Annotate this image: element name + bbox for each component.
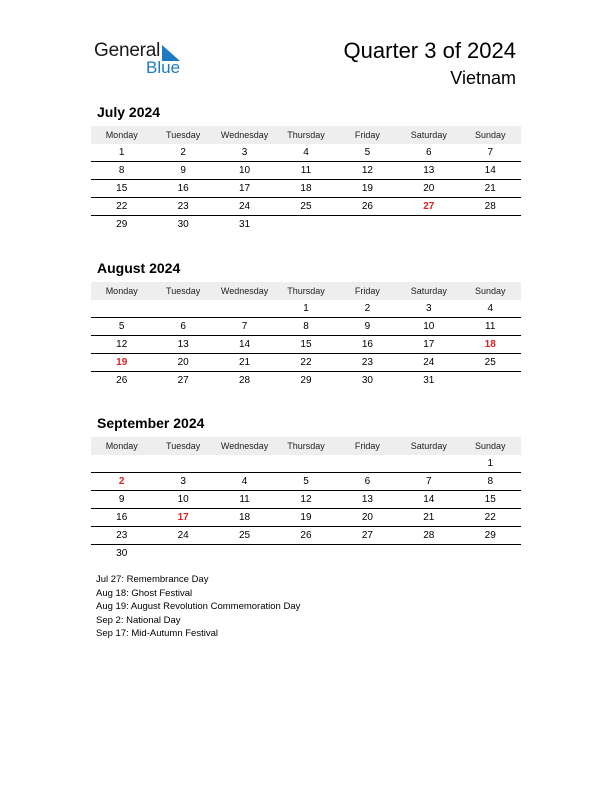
day-cell: 2 [118,476,125,487]
weekday-label: Saturday [410,441,447,451]
day-cell: 2 [364,303,371,314]
weekday-header [91,282,521,300]
day-cell: 6 [180,321,186,332]
day-cell: 9 [364,321,371,332]
day-cell: 15 [484,494,496,505]
day-cell: 1 [118,147,125,158]
day-cell [398,455,459,472]
day-cell: 22 [116,201,128,212]
day-cell: 3 [241,147,248,158]
month-august [91,260,521,389]
country-name: Vietnam [450,68,516,88]
week-row [91,336,521,354]
day-cell: 14 [423,494,435,505]
day-cell [275,545,336,562]
day-cell [275,216,336,233]
month-title: September 2024 [97,415,205,431]
day-cell: 31 [238,219,251,230]
month-grid [91,455,521,562]
day-cell [214,455,275,472]
holiday-note: Jul 27: Remembrance Day [96,574,209,585]
week-row [91,144,521,162]
month-september [91,415,521,562]
holiday-note: Sep 2: National Day [96,614,181,626]
day-cell: 21 [238,357,251,368]
day-cell: 3 [180,476,186,487]
weekday-label: Sunday [474,130,506,140]
day-cell: 17 [423,339,435,350]
month-title: July 2024 [97,104,161,120]
weekday-label: Tuesday [166,441,201,451]
day-cell [460,545,521,562]
brand-general-text: General [94,40,161,61]
day-cell: 17 [238,183,251,194]
week-row [91,318,521,336]
weekday-label: Sunday [474,286,506,296]
day-cell: 6 [364,476,371,487]
month-grid [91,300,521,389]
day-cell [91,300,152,317]
day-cell [337,545,398,562]
day-cell: 1 [303,303,309,314]
day-cell [152,300,213,317]
day-cell: 10 [238,165,251,176]
week-row [91,300,521,318]
day-cell [214,300,275,317]
day-cell: 31 [423,375,435,386]
day-cell: 23 [177,201,189,212]
week-row [91,162,521,180]
week-row [91,354,521,372]
day-cell: 29 [484,530,496,541]
day-cell: 30 [361,375,373,386]
day-cell: 15 [300,339,312,350]
day-cell: 20 [361,512,373,523]
day-cell: 5 [364,147,371,158]
day-cell: 28 [238,375,251,386]
day-cell: 25 [484,357,496,368]
brand-blue-text: Blue [146,58,181,77]
day-cell: 25 [238,530,251,541]
day-cell [91,455,152,472]
holiday-note: Aug 19: August Revolution Commemoration Day [96,601,301,613]
weekday-label: Tuesday [166,130,201,140]
brand-logo [94,40,194,80]
week-row [91,491,521,509]
day-cell: 18 [300,183,312,194]
day-cell: 8 [303,321,309,332]
day-cell: 15 [116,183,128,194]
week-row [91,473,521,491]
day-cell: 28 [484,201,496,212]
day-cell: 16 [116,512,128,523]
weekday-label: Friday [354,441,380,451]
month-title: August 2024 [97,260,181,276]
day-cell: 20 [177,357,189,368]
day-cell: 10 [423,321,435,332]
week-row [91,372,521,389]
day-cell: 30 [177,219,189,230]
day-cell: 20 [423,183,435,194]
day-cell: 25 [300,201,312,212]
day-cell: 24 [177,530,189,541]
day-cell: 28 [423,530,435,541]
day-cell: 14 [238,339,251,350]
day-cell: 11 [485,321,496,332]
day-cell: 13 [423,165,435,176]
weekday-label: Wednesday [220,441,269,451]
day-cell: 30 [116,548,128,559]
day-cell: 19 [361,183,373,194]
day-cell: 4 [303,147,309,158]
day-cell: 18 [484,339,496,350]
day-cell: 5 [118,321,125,332]
day-cell: 6 [426,147,432,158]
weekday-label: Thursday [287,441,325,451]
day-cell: 23 [116,530,128,541]
weekday-label: Sunday [474,441,506,451]
day-cell: 12 [300,494,312,505]
day-cell: 3 [426,303,432,314]
day-cell: 19 [116,357,128,368]
weekday-label: Saturday [410,130,447,140]
day-cell [275,455,336,472]
day-cell: 1 [487,458,494,469]
day-cell: 22 [484,512,496,523]
day-cell: 11 [239,494,250,505]
day-cell [398,216,459,233]
day-cell: 11 [300,165,312,176]
week-row [91,455,521,473]
weekday-label: Tuesday [166,286,201,296]
day-cell: 27 [177,375,189,386]
day-cell: 26 [116,375,128,386]
day-cell: 21 [484,183,496,194]
day-cell: 24 [238,201,251,212]
day-cell: 4 [487,303,494,314]
day-cell: 9 [180,165,186,176]
weekday-label: Friday [354,286,380,296]
day-cell: 16 [177,183,189,194]
holiday-note: Sep 17: Mid-Autumn Festival [96,628,218,640]
day-cell: 18 [238,512,251,523]
day-cell [337,455,398,472]
day-cell: 22 [300,357,312,368]
page-title: Quarter 3 of 2024 [343,38,516,63]
weekday-label: Wednesday [220,286,269,296]
week-row [91,527,521,545]
month-grid [91,144,521,233]
day-cell: 7 [487,147,494,158]
day-cell: 12 [361,165,373,176]
day-cell [152,545,213,562]
day-cell: 27 [361,530,373,541]
day-cell: 24 [423,357,435,368]
day-cell [337,216,398,233]
day-cell [460,216,521,233]
weekday-label: Thursday [287,286,325,296]
day-cell: 8 [118,165,125,176]
holiday-note: Aug 18: Ghost Festival [96,587,193,599]
day-cell: 23 [361,357,373,368]
day-cell: 4 [241,476,248,487]
month-july [91,104,521,233]
day-cell: 8 [487,476,494,487]
day-cell [398,545,459,562]
week-row [91,509,521,527]
week-row [91,545,521,562]
day-cell: 14 [484,165,496,176]
day-cell: 21 [423,512,435,523]
day-cell: 27 [423,201,435,212]
day-cell: 2 [180,147,186,158]
day-cell: 9 [118,494,125,505]
day-cell: 19 [300,512,312,523]
weekday-header [91,126,521,144]
day-cell: 26 [300,530,312,541]
day-cell: 5 [303,476,309,487]
week-row [91,180,521,198]
holiday-notes [96,573,300,641]
weekday-label: Friday [354,130,380,140]
day-cell: 7 [241,321,248,332]
day-cell [214,545,275,562]
weekday-label: Monday [105,286,138,296]
day-cell: 29 [116,219,128,230]
day-cell: 17 [177,512,189,523]
week-row [91,198,521,216]
day-cell: 13 [177,339,189,350]
weekday-label: Monday [105,130,138,140]
day-cell: 16 [361,339,373,350]
weekday-label: Thursday [287,130,325,140]
day-cell: 29 [300,375,312,386]
weekday-header [91,437,521,455]
day-cell: 26 [361,201,373,212]
day-cell [460,372,521,389]
weekday-label: Wednesday [220,130,269,140]
day-cell: 12 [116,339,128,350]
week-row [91,216,521,233]
day-cell [152,455,213,472]
weekday-label: Monday [105,441,138,451]
weekday-label: Saturday [410,286,447,296]
day-cell: 7 [426,476,432,487]
day-cell: 13 [361,494,373,505]
day-cell: 10 [177,494,189,505]
